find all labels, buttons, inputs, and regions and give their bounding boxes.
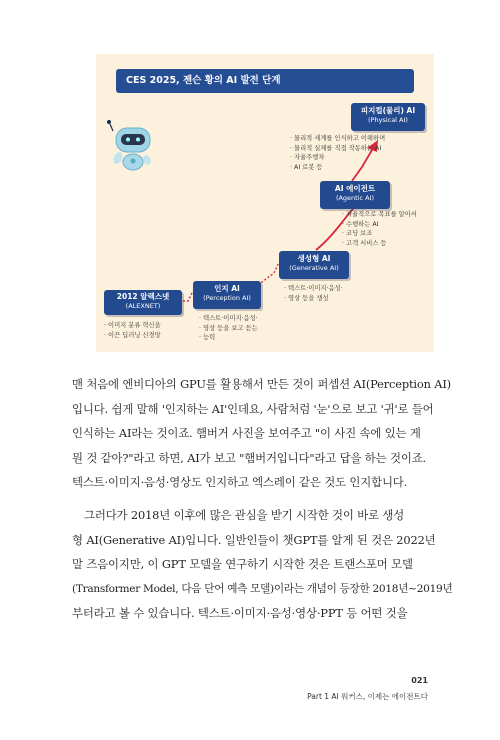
running-head: Part 1 AI 워커스, 이제는 에이전트다 — [307, 692, 428, 701]
figure-title: CES 2025, 젠슨 황의 AI 발전 단계 — [116, 69, 414, 93]
desc-line: · 물리적 세계를 인식하고 이해하며 — [290, 134, 385, 144]
body-text — [72, 372, 453, 626]
robot-icon — [107, 120, 152, 170]
desc-line: · 텍스트·이미지·음성· — [199, 314, 258, 324]
desc-line: · 고객 서비스 등 — [342, 239, 417, 249]
text-line: 부터라고 볼 수 있습니다. 텍스트·이미지·음성·영상·PPT 등 어떤 것을 — [72, 606, 408, 621]
stage-generative — [279, 251, 349, 279]
stage-name: 생성형 AI — [297, 254, 331, 263]
stage-perception-desc — [199, 314, 258, 343]
desc-line: · 자율주행차 — [290, 153, 385, 163]
stage-name: 인지 AI — [214, 284, 240, 293]
text-line: 인식하는 AI라는 것이죠. 햄버거 사진을 보여주고 "이 사진 속에 있는 게 — [72, 426, 421, 441]
text-line: (Transformer Model, 다음 단어 예측 모델)이라는 개념이 등장한 2018년~2019년 — [72, 582, 453, 595]
text-line: 맨 처음에 엔비디아의 GPU를 활용해서 만든 것이 퍼셉션 AI(Perception AI) — [72, 377, 451, 391]
text-line: 텍스트·이미지·음성·영상도 인지하고 엑스레이 같은 것도 인지합니다. — [72, 475, 408, 490]
page-number: 021 — [411, 676, 428, 685]
desc-line: · 영상 등을 생성 — [284, 294, 343, 304]
paragraph-1 — [72, 372, 451, 495]
stage-en: (Physical AI) — [368, 116, 408, 124]
text-line: 말 즈음이지만, 이 GPT 모델을 연구하기 시작한 것은 트랜스포머 모델 — [72, 557, 413, 572]
stage-agentic-desc — [342, 210, 417, 248]
stage-en: (Generative AI) — [289, 264, 339, 272]
desc-line: · 능력 — [199, 333, 258, 343]
paragraph-2 — [72, 503, 453, 626]
stage-alexnet — [104, 290, 182, 315]
desc-line: · 영상 등을 보고 듣는 — [199, 324, 258, 334]
desc-line: · 코딩 보조 — [342, 229, 417, 239]
text-line: 뭔 것 같아?"라고 하면, AI가 보고 "햄버거입니다"라고 답을 하는 것이죠. — [72, 450, 427, 465]
text-line: 입니다. 쉽게 말해 '인지하는 AI'인데요, 사람처럼 '눈'으로 보고 '귀'로 들어 — [72, 401, 434, 416]
desc-line: · AI 로봇 등 — [290, 163, 385, 173]
stage-perception — [193, 281, 261, 309]
stage-name: AI 에이전트 — [334, 184, 376, 193]
desc-line: · 물리적 실체를 직접 작동하는 AI — [290, 144, 385, 154]
desc-line: · 텍스트·이미지·음성· — [284, 284, 343, 294]
stage-generative-desc — [284, 284, 343, 303]
text-line: 그러다가 2018년 이후에 많은 관심을 받기 시작한 것이 바로 생성 — [84, 507, 405, 522]
desc-line: · 수행하는 AI — [342, 220, 417, 230]
stage-physical-desc — [290, 134, 385, 172]
desc-line: · 자율적으로 목표를 알아서 — [342, 210, 417, 220]
desc-line: · 이미지 분류 혁신을 — [104, 321, 161, 331]
text-line: 형 AI(Generative AI)입니다. 일반인들이 챗GPT를 알게 된 것은 2022년 — [72, 532, 436, 547]
figure-panel — [96, 54, 434, 352]
desc-line: · 이끈 딥러닝 신경망 — [104, 331, 161, 341]
stage-physical — [351, 103, 425, 131]
stage-en: (Perception AI) — [203, 294, 251, 302]
stage-agentic — [320, 181, 390, 209]
stage-alexnet-desc — [104, 321, 161, 340]
stage-en: (ALEXNET) — [125, 302, 161, 310]
stage-name: 피지컬(물리) AI — [360, 106, 416, 115]
stage-en: (Agentic AI) — [335, 194, 375, 202]
stage-name: 2012 알렉스넷 — [116, 292, 170, 301]
